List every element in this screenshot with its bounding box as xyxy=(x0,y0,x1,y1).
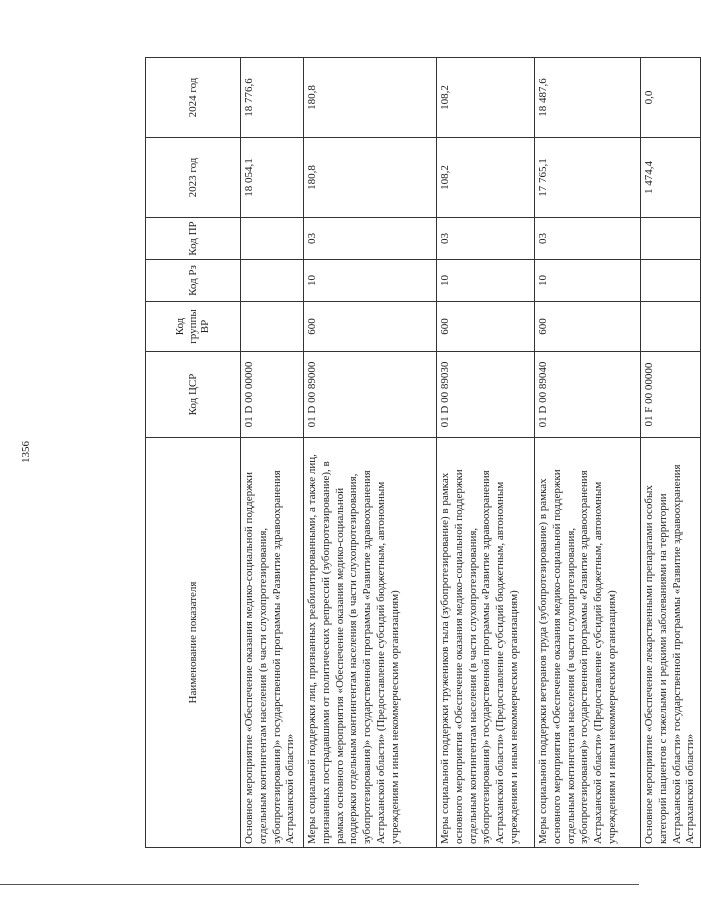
row-vr: 600 xyxy=(304,302,437,352)
row-csr: 01 D 00 89000 xyxy=(304,352,437,438)
row-vr: 600 xyxy=(437,302,535,352)
rotated-table-container xyxy=(145,58,697,848)
row-2024: 180,8 xyxy=(304,58,437,138)
row-name: Меры социальной поддержки лиц, признанных реабилитированными, а также лиц, признанных пострадавшими от политических репрессий (зубопротезирование), в рамках основного мероприятия «Обеспечение оказания медико-социальной поддержки отдельным контингентам населения (в части слухопротезирования, зубопротезирования)» государственной программы «Развитие здравоохранения Астраханской области» (Предоставление субсидий бюджетным, автономным учреждениям и иным некоммерческим организациям) xyxy=(304,438,437,848)
row-2024: 0,0 xyxy=(641,58,701,138)
header-2024: 2024 год xyxy=(146,58,241,138)
page-number: 1356 xyxy=(20,441,32,463)
row-pr: 03 xyxy=(535,218,641,260)
row-vr xyxy=(241,302,304,352)
table-row xyxy=(241,58,304,848)
row-rz xyxy=(241,260,304,302)
row-name: Меры социальной поддержки ветеранов труда (зубопротезирование) в рамках основного мероприятия «Обеспечение оказания медико-социальной поддержки отдельным контингентам населения (в части слухопротезирования, зубопротезирования)» государственной программы «Развитие здравоохранения Астраханской области» (Предоставление субсидий бюджетным, автономным учреждениям и иным некоммерческим организациям) xyxy=(535,438,641,848)
row-pr: 03 xyxy=(304,218,437,260)
table-header-row xyxy=(146,58,241,848)
row-pr xyxy=(241,218,304,260)
row-2023: 17 765,1 xyxy=(535,138,641,218)
row-2024: 18 776,6 xyxy=(241,58,304,138)
header-pr: Код ПР xyxy=(146,218,241,260)
row-rz: 10 xyxy=(437,260,535,302)
row-2023: 1 474,4 xyxy=(641,138,701,218)
row-2024: 18 487,6 xyxy=(535,58,641,138)
header-name: Наименование показателя xyxy=(146,438,241,848)
table-row xyxy=(641,58,701,848)
row-csr: 01 F 00 00000 xyxy=(641,352,701,438)
row-2023: 18 054,1 xyxy=(241,138,304,218)
row-vr: 600 xyxy=(535,302,641,352)
row-pr: 03 xyxy=(437,218,535,260)
row-pr xyxy=(641,218,701,260)
budget-table xyxy=(145,57,701,848)
row-2024: 108,2 xyxy=(437,58,535,138)
row-csr: 01 D 00 89030 xyxy=(437,352,535,438)
table-row xyxy=(304,58,437,848)
row-vr xyxy=(641,302,701,352)
table-row xyxy=(437,58,535,848)
header-rz: Код Рз xyxy=(146,260,241,302)
row-csr: 01 D 00 00000 xyxy=(241,352,304,438)
header-csr: Код ЦСР xyxy=(146,352,241,438)
row-rz xyxy=(641,260,701,302)
row-csr: 01 D 00 89040 xyxy=(535,352,641,438)
row-name: Основное мероприятие «Обеспечение лекарственными препаратами особых категорий пациентов с тяжелыми и редкими заболеваниями на территории Астраханской области» государственной программы «Развитие здравоохранения Астраханской области» xyxy=(641,438,701,848)
row-2023: 180,8 xyxy=(304,138,437,218)
header-2023: 2023 год xyxy=(146,138,241,218)
table-row xyxy=(535,58,641,848)
row-rz: 10 xyxy=(304,260,437,302)
header-vr: Код группы ВР xyxy=(146,302,241,352)
row-name: Меры социальной поддержки тружеников тыла (зубопротезирование) в рамках основного мероприятия «Обеспечение оказания медико-социальной поддержки отдельным контингентам населения (в части слухопротезирования, зубопротезирования)» государственной программы «Развитие здравоохранения Астраханской области» (Предоставление субсидий бюджетным, автономным учреждениям и иным некоммерческим организациям) xyxy=(437,438,535,848)
bottom-divider xyxy=(0,884,639,885)
row-rz: 10 xyxy=(535,260,641,302)
row-name: Основное мероприятие «Обеспечение оказания медико-социальной поддержки отдельным контингентам населения (в части слухопротезирования, зубопротезирования)» государственной программы «Развитие здравоохранения Астраханской области» xyxy=(241,438,304,848)
row-2023: 108,2 xyxy=(437,138,535,218)
